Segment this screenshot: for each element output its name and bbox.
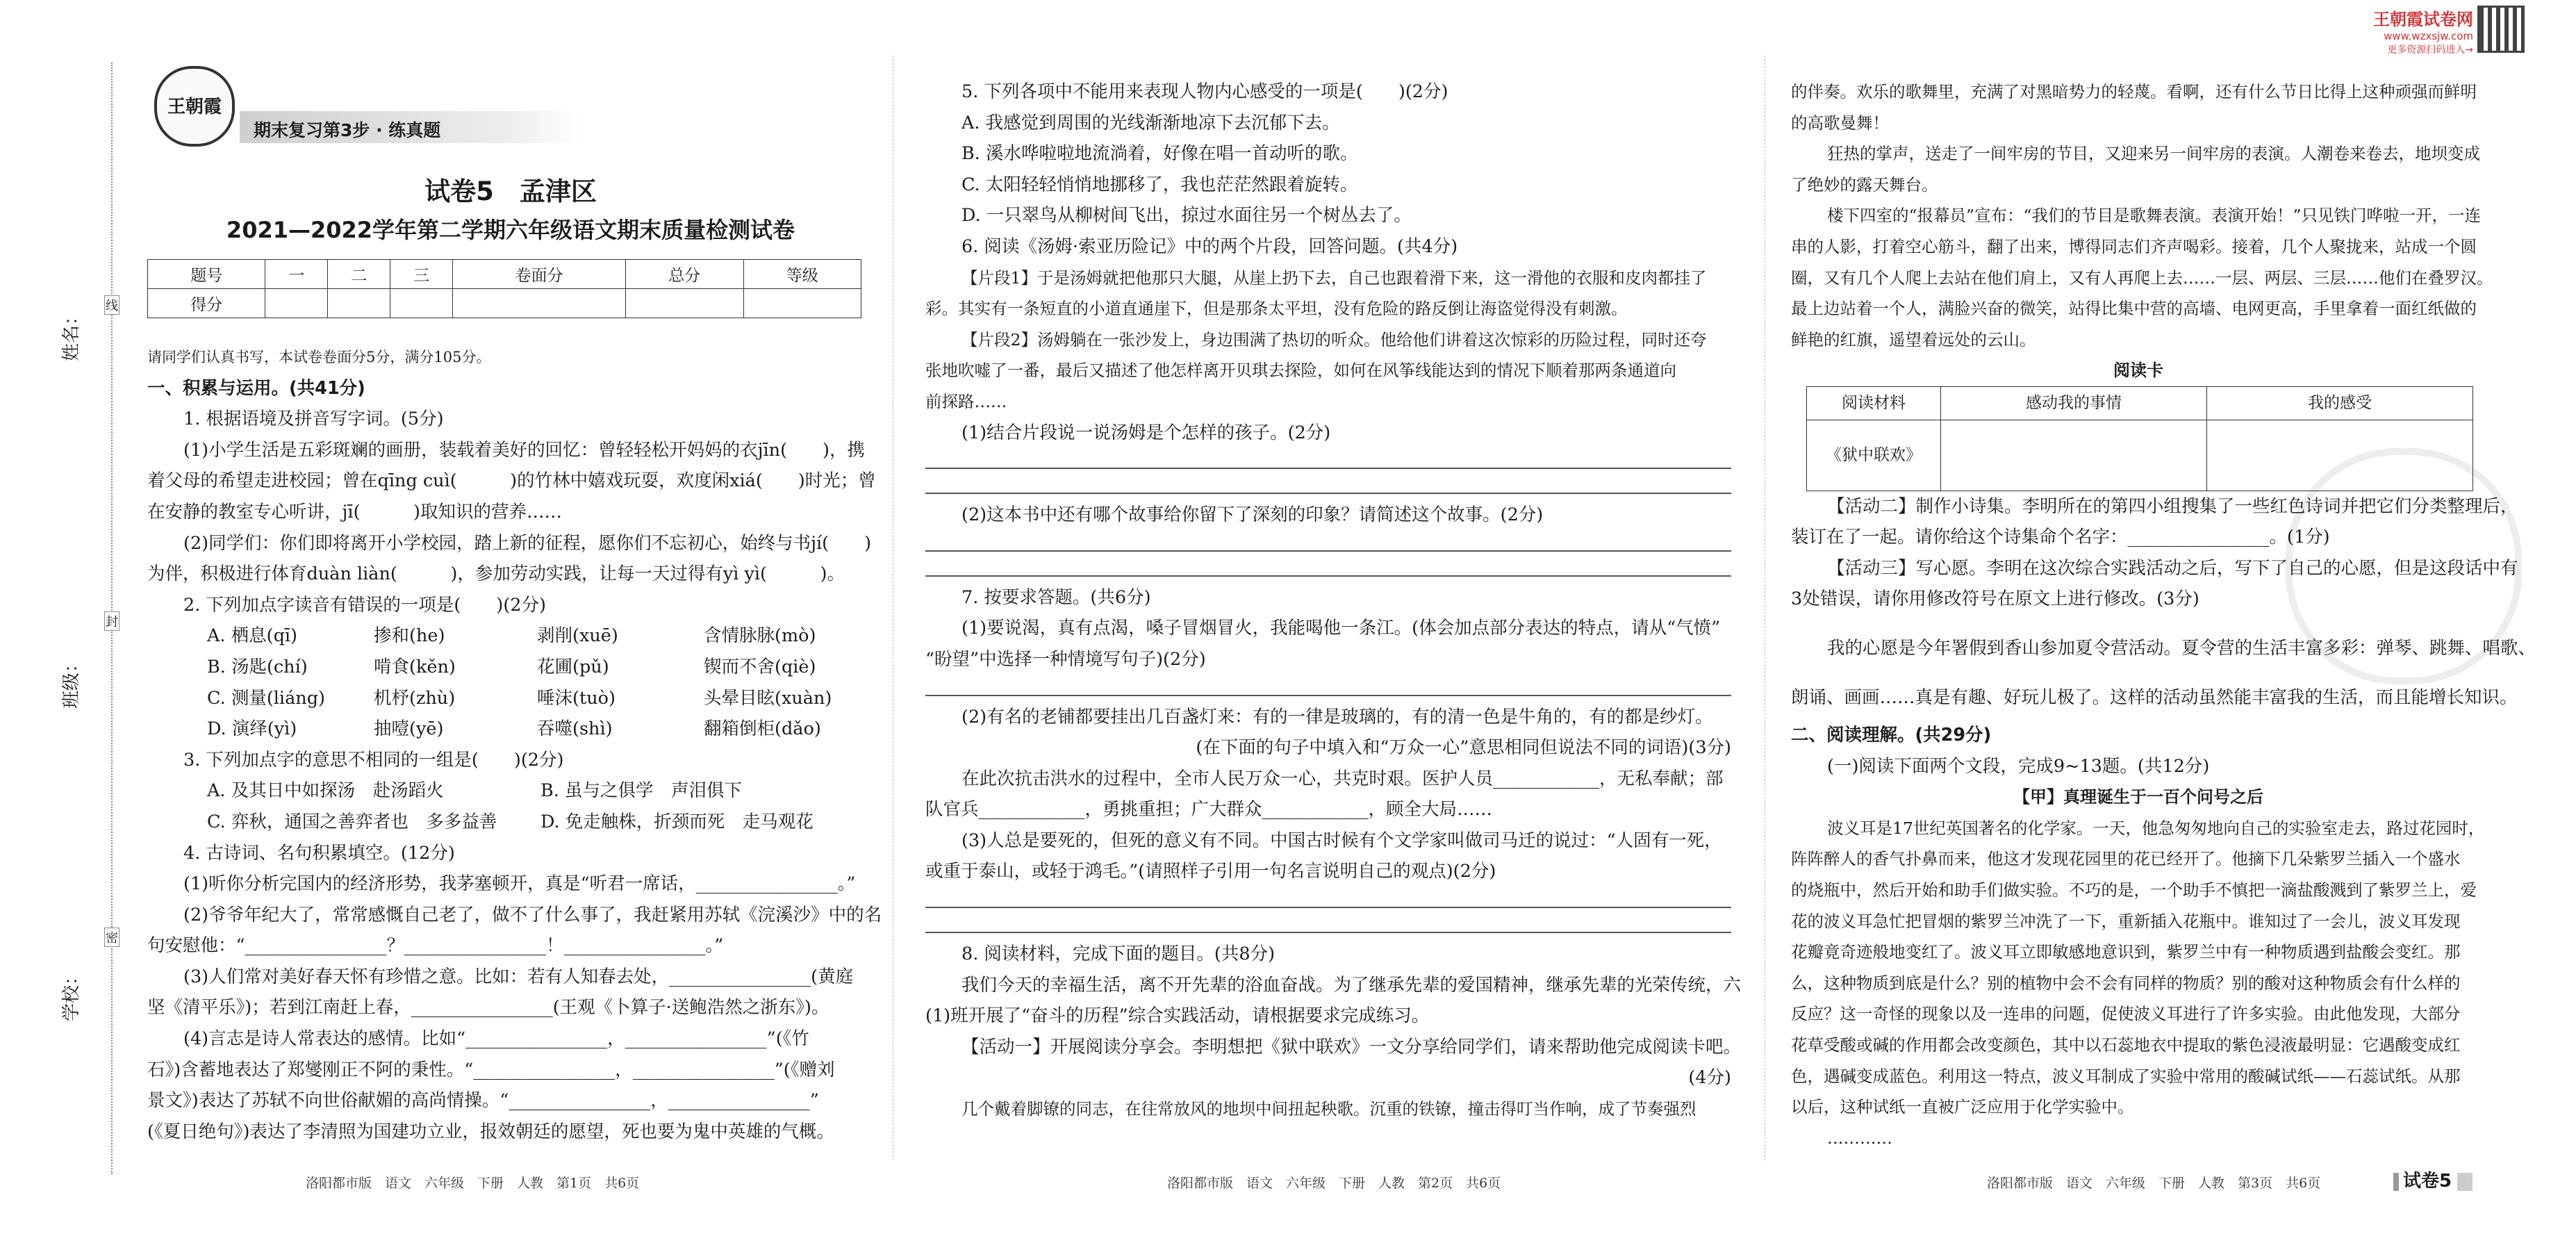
question-text: (2)爷爷年纪大了，常常感慨自己老了，做不了什么事了，我赶紧用苏轼《浣溪沙》中的名 bbox=[183, 904, 882, 925]
passage-text: 的烧瓶中，然后开始和助手们做实验。不巧的是，一个助手不慎把一滴盐酸溅到了紫罗兰上，爱 bbox=[1791, 880, 2477, 900]
score-header: 题号 bbox=[148, 260, 265, 289]
class-field-label: 班级： bbox=[61, 654, 82, 709]
page-1-body bbox=[147, 342, 882, 1147]
reading-card-table bbox=[1806, 386, 2473, 491]
option[interactable]: A. 我感觉到周围的光线渐渐地凉下去沉郁下去。 bbox=[961, 112, 1340, 133]
page-2-body bbox=[925, 76, 1742, 1125]
card-header: 我的感受 bbox=[2207, 386, 2473, 420]
answer-line[interactable] bbox=[925, 695, 1731, 696]
cut-mark: 封 bbox=[104, 611, 119, 631]
question-text: (《夏日绝句》)表达了李清照为国建功立业，报效朝廷的愿望，死也要为鬼中英雄的气概。 bbox=[147, 1121, 834, 1142]
card-header: 感动我的事情 bbox=[1941, 386, 2207, 420]
qr-code-icon[interactable] bbox=[2477, 6, 2525, 53]
reading-card-title: 阅读卡 bbox=[2113, 361, 2163, 381]
score-row-label: 得分 bbox=[148, 289, 265, 318]
passage-text: 了绝妙的露天舞台。 bbox=[1791, 174, 1938, 195]
passage-text: 的高歌曼舞！ bbox=[1791, 113, 1889, 133]
question-text: 【活动三】写心愿。李明在这次综合实践活动之后，写下了自己的心愿，但是这段话中有 bbox=[1827, 557, 2518, 579]
score-header: 等级 bbox=[743, 260, 861, 289]
option[interactable]: B. 溪水哗啦啦地流淌着，好像在唱一首动听的歌。 bbox=[961, 143, 1358, 165]
question-text: (3)人总是要死的，但死的意义有不同。中国古时候有个文学家叫做司马迁的说过：“人固有一死， bbox=[961, 830, 1722, 851]
score-header: 一 bbox=[265, 260, 328, 289]
option[interactable]: C. 太阳轻轻悄悄地挪移了，我也茫茫然跟着旋转。 bbox=[961, 174, 1358, 195]
question: 2. 下列加点字读音有错误的一项是( )(2分) bbox=[183, 594, 546, 616]
passage-text: 圈，又有几个人爬上去站在他们肩上，又有人再爬上去……一层、两层、三层……他们在叠罗汉。 bbox=[1791, 267, 2493, 288]
notice: 请同学们认真书写，本试卷卷面分5分，满分105分。 bbox=[147, 349, 491, 365]
passage-text: 【片段2】汤姆躺在一张沙发上，身边围满了热切的听众。他给他们讲着这次惊彩的历险过程，同时还夸 bbox=[961, 329, 1707, 349]
question-text: (1)班开展了“奋斗的历程”综合实践活动，请根据要求完成练习。 bbox=[925, 1005, 1430, 1027]
option-row[interactable]: D. 演绎(yì) 抽噎(yē) 吞噬(shì) 翻箱倒柜(dǎo) bbox=[207, 718, 821, 740]
brand-mark bbox=[2320, 6, 2473, 56]
card-header: 阅读材料 bbox=[1807, 386, 1941, 420]
question-text: (在下面的句子中填入和“万众一心”意思相同但说法不同的词语)(3分) bbox=[1196, 737, 1731, 759]
brand-note: 更多资源扫码进入→ bbox=[2387, 44, 2473, 56]
score-cell[interactable] bbox=[265, 289, 328, 318]
question-text: 坚《清平乐》)；若到江南赶上春，________________(王观《卜算子·送鲍浩然之浙东》)。 bbox=[147, 997, 829, 1019]
passage-text: 楼下四室的“报幕员”宣布：“我们的节目是歌舞表演。表演开始！”只见铁门哗啦一开，一连 bbox=[1827, 206, 2482, 226]
district: 孟津区 bbox=[519, 176, 597, 206]
passage-text: 串的人影，打着空心筋斗，翻了出来，博得同志们齐声喝彩。接着，几个人聚拢来，站成一个圆 bbox=[1791, 236, 2477, 256]
cut-mark: 线 bbox=[104, 295, 119, 315]
question-text: “盼望”中选择一种情境写句子)(2分) bbox=[925, 648, 1206, 670]
brand-logo bbox=[154, 66, 235, 147]
question: 7. 按要求答题。(共6分) bbox=[961, 586, 1151, 608]
tag-bar-icon bbox=[2393, 1173, 2399, 1191]
passage-text: 彩。其实有一条短直的小道直通崖下，但是那条太平坦，没有危险的路反倒让海盗觉得没有刺激。 bbox=[925, 299, 1628, 319]
question-text: (1)要说渴，真有点渴，嗓子冒烟冒火，我能喝他一条江。(体会加点部分表达的特点，请从“气愤” bbox=[961, 618, 1721, 639]
question-text: (3)人们常对美好春天怀有珍惜之意。比如：若有人知春去处，________________(黄庭 bbox=[183, 966, 854, 987]
answer-line[interactable] bbox=[925, 575, 1731, 577]
question-text: (4分) bbox=[1688, 1067, 1731, 1089]
school-field-label: 学校： bbox=[61, 966, 82, 1021]
passage-text: 色，遇碱变成蓝色。利用这一特点，波义耳制成了实验中常用的酸碱试纸——石蕊试纸。从那 bbox=[1791, 1066, 2461, 1086]
section-banner bbox=[240, 111, 580, 143]
section-heading: 二、阅读理解。(共29分) bbox=[1791, 725, 1992, 746]
score-cell[interactable] bbox=[328, 289, 390, 318]
page-3-body bbox=[1791, 76, 2536, 1153]
question-text: (1)结合片段说一说汤姆是个怎样的孩子。(2分) bbox=[961, 422, 1331, 443]
question-text: (2)同学们：你们即将离开小学校园，踏上新的征程，愿你们不忘初心，始终与书jí( ) bbox=[183, 532, 872, 554]
question-text: (2)这本书中还有哪个故事给你留下了深刻的印象？请简述这个故事。(2分) bbox=[961, 504, 1544, 526]
score-cell[interactable] bbox=[626, 289, 743, 318]
card-material: 《狱中联欢》 bbox=[1807, 420, 1941, 491]
question-text: 3处错误，请你用修改符号在原文上进行修改。(3分) bbox=[1791, 588, 2199, 610]
answer-line[interactable] bbox=[925, 493, 1731, 494]
question-text: 【活动一】开展阅读分享会。李明想把《狱中联欢》一文分享给同学们，请来帮助他完成阅读卡吧。 bbox=[961, 1036, 1742, 1057]
wish-text: 朗诵、画画……真是有趣、好玩儿极了。这样的活动虽然能丰富我的生活，而且能增长知识。 bbox=[1791, 686, 2518, 708]
question-text: 着父母的希望走进校园；曾在qīng cuì( )的竹林中嬉戏玩耍，欢度闲xiá( )时光；曾 bbox=[147, 470, 876, 492]
question: 6. 阅读《汤姆·索亚历险记》中的两个片段，回答问题。(共4分) bbox=[961, 236, 1458, 257]
passage-text: 【片段1】于是汤姆就把他那只大腿，从崖上扔下去，自己也跟着滑下来，这一滑他的衣服和皮肉都挂了 bbox=[961, 267, 1707, 288]
card-cell-moving[interactable] bbox=[1941, 420, 2207, 491]
score-header: 卷面分 bbox=[453, 260, 626, 289]
question-text: 句安慰他：“________________？________________！________________。” bbox=[147, 935, 724, 957]
passage-text: 花瓣竟奇迹般地变红了。波义耳立即敏感地意识到，紫罗兰中有一种物质遇到盐酸会变红。那 bbox=[1791, 942, 2461, 962]
test-heading bbox=[146, 170, 875, 208]
answer-line[interactable] bbox=[925, 932, 1731, 933]
q2-options bbox=[147, 620, 870, 744]
question-text: 在安静的教室专心听讲，jī( )取知识的营养…… bbox=[147, 501, 562, 522]
passage-text: 么，这种物质到底是什么？别的植物中会不会有同样的物质？别的酸对这种物质会有什么样的 bbox=[1791, 973, 2461, 993]
page-footer: 洛阳都市版 语文 六年级 下册 人教 第3页 共6页 bbox=[1987, 1176, 2321, 1191]
passage-text: 最上边站着一个人，满脸兴奋的微笑，站得比集中营的高墙、电网更高，手里拿着一面红纸做的 bbox=[1791, 299, 2477, 319]
question: 1. 根据语境及拼音写字词。(5分) bbox=[183, 409, 444, 430]
score-header: 三 bbox=[390, 260, 453, 289]
question-text: (4)言志是诗人常表达的感情。比如“________________，________________”(《竹 bbox=[183, 1028, 809, 1050]
sub-heading: (一)阅读下面两个文段，完成9~13题。(共12分) bbox=[1827, 755, 2210, 777]
question: 5. 下列各项中不能用来表现人物内心感受的一项是( )(2分) bbox=[961, 81, 1448, 102]
passage-text: 反应？这一奇怪的现象以及一连串的问题，促使波义耳进行了许多实验。由此他发现，大部分 bbox=[1791, 1004, 2461, 1024]
score-cell[interactable] bbox=[453, 289, 626, 318]
score-header: 总分 bbox=[626, 260, 743, 289]
page-footer: 洛阳都市版 语文 六年级 下册 人教 第1页 共6页 bbox=[306, 1176, 640, 1191]
passage-text: 狂热的掌声，送走了一间牢房的节目，又迎来另一间牢房的表演。人潮卷来卷去，地坝变成 bbox=[1827, 144, 2480, 164]
name-field-label: 姓名： bbox=[61, 306, 82, 361]
answer-line[interactable] bbox=[925, 907, 1731, 908]
answer-line[interactable] bbox=[925, 550, 1731, 552]
score-cell[interactable] bbox=[390, 289, 453, 318]
question-text: 队官兵____________，勇挑重担；广大群众____________，顾全大局…… bbox=[925, 799, 1493, 821]
question-text: 石》)含蓄地表达了郑燮刚正不阿的秉性。“________________，________________”(《赠刘 bbox=[147, 1059, 835, 1080]
test-tag bbox=[2393, 1167, 2472, 1192]
option-row[interactable]: A. 及其日中如探汤 赴汤蹈火 B. 虽与之俱学 声泪俱下 bbox=[207, 780, 742, 802]
passage-text: ………… bbox=[1827, 1128, 1892, 1148]
passage-text: 鲜艳的红旗，遥望着远处的云山。 bbox=[1791, 329, 2036, 349]
passage-text: 阵阵醉人的香气扑鼻而来，他这才发现花园里的花已经开了。他摘下几朵紫罗兰插入一个盛水 bbox=[1791, 849, 2461, 869]
question: 4. 古诗词、名句积累填空。(12分) bbox=[183, 842, 455, 864]
question-text: (2)有名的老铺都要挂出几百盏灯来：有的一律是玻璃的，有的清一色是牛角的，有的都是纱灯。 bbox=[961, 706, 1713, 727]
option-row[interactable]: A. 栖息(qī) 掺和(he) 剥削(xuē) 含情脉脉(mò) bbox=[207, 625, 816, 647]
tag-text: 试卷5 bbox=[2403, 1171, 2452, 1192]
score-cell[interactable] bbox=[743, 289, 861, 318]
passage-text: 前探路…… bbox=[925, 391, 1007, 411]
question-text: (1)小学生活是五彩斑斓的画册，装载着美好的回忆：曾轻轻松开妈妈的衣jīn( )，携 bbox=[183, 439, 866, 461]
page-footer: 洛阳都市版 语文 六年级 下册 人教 第2页 共6页 bbox=[1167, 1176, 1501, 1191]
question: 8. 阅读材料，完成下面的题目。(共8分) bbox=[961, 944, 1275, 965]
test-number: 试卷5 bbox=[424, 176, 494, 206]
card-cell-feeling[interactable] bbox=[2207, 420, 2473, 491]
question-text: 我们今天的幸福生活，离不开先辈的浴血奋战。为了继承先辈的爱国精神，继承先辈的光荣传统，六 bbox=[961, 974, 1742, 996]
passage-text: 以后，这种试纸一直被广泛应用于化学实验中。 bbox=[1791, 1097, 2134, 1117]
binding-strip bbox=[104, 63, 118, 1174]
brand-name: 王朝霞试卷网 bbox=[2373, 10, 2473, 29]
passage-text: 花草受酸或碱的作用都会改变颜色，其中以石蕊地衣中提取的紫色浸液最明显：它遇酸变成红 bbox=[1791, 1035, 2461, 1055]
question-text: 景文》)表达了苏轼不向世俗献媚的高尚情操。“________________，________________” bbox=[147, 1090, 819, 1112]
passage-text: 几个戴着脚镣的同志，在往常放风的地坝中间扭起秧歌。沉重的铁镣，撞击得叮当作响，成了节奏强烈 bbox=[961, 1099, 1696, 1119]
passage-text: 花的波义耳急忙把冒烟的紫罗兰冲洗了一下，重新插入花瓶中。谁知过了一会儿，波义耳发现 bbox=[1791, 911, 2461, 931]
option-row[interactable]: B. 汤匙(chí) 啃食(kěn) 花圃(pǔ) 锲而不舍(qiè) bbox=[207, 656, 816, 677]
option-row[interactable]: C. 测量(liáng) 机杼(zhù) 唾沫(tuò) 头晕目眩(xuàn) bbox=[207, 687, 832, 709]
question-text: 【活动二】制作小诗集。李明所在的第四小组搜集了一些红色诗词并把它们分类整理后， bbox=[1827, 495, 2518, 517]
passage-text: 波义耳是17世纪英国著名的化学家。一天，他急匆匆地向自己的实验室走去，路过花园时， bbox=[1827, 818, 2485, 838]
question-text: (1)听你分析完国内的经济形势，我茅塞顿开，真是“听君一席话，________________。” bbox=[183, 873, 856, 895]
question-text: 装订在了一起。请你给这个诗集命个名字：________________。(1分) bbox=[1791, 527, 2330, 548]
passage-text: 的伴奏。欢乐的歌舞里，充满了对黑暗势力的轻蔑。看啊，还有什么节日比得上这种顽强而鲜明 bbox=[1791, 82, 2477, 101]
score-header: 二 bbox=[328, 260, 390, 289]
option[interactable]: D. 一只翠鸟从柳树间飞出，掠过水面往另一个树丛去了。 bbox=[961, 205, 1412, 227]
question-text: 在此次抗击洪水的过程中，全市人民万众一心，共克时艰。医护人员____________，无私奉献；部 bbox=[961, 768, 1724, 789]
tag-bar-icon bbox=[2457, 1173, 2472, 1191]
brand-url: www.wzxsjw.com bbox=[2384, 30, 2473, 42]
wish-text: 我的心愿是今年署假到香山参加夏令营活动。夏令营的生活丰富多彩：弹琴、跳舞、唱歌、 bbox=[1827, 637, 2536, 659]
answer-line[interactable] bbox=[925, 468, 1731, 469]
passage-title: 【甲】真理诞生于一百个问号之后 bbox=[2013, 787, 2263, 807]
question-text: 为伴，积极进行体育duàn liàn( )，参加劳动实践，让每一天过得有yì yì( )。 bbox=[147, 563, 845, 585]
question-text: 或重于泰山，或轻于鸿毛。”(请照样子引用一句名言说明自己的观点)(2分) bbox=[925, 861, 1496, 882]
section-heading: 一、积累与运用。(共41分) bbox=[147, 377, 365, 399]
option-row[interactable]: C. 弈秋，通国之善弈者也 多多益善 D. 免走触株，折颈而死 走马观花 bbox=[207, 811, 814, 832]
exam-title: 2021—2022学年第二学期六年级语文期末质量检测试卷 bbox=[226, 217, 795, 243]
question: 3. 下列加点字的意思不相同的一组是( )(2分) bbox=[183, 749, 564, 771]
passage-text: 张地吹嘘了一番，最后又描述了他怎样离开贝琪去探险，如何在风筝线能达到的情况下顺着那两条通道向 bbox=[925, 361, 1676, 381]
cut-mark: 密 bbox=[104, 928, 119, 947]
banner-text: 期末复习第3步 · 练真题 bbox=[254, 120, 441, 140]
logo-text: 王朝霞 bbox=[167, 97, 222, 117]
score-table bbox=[147, 259, 861, 318]
